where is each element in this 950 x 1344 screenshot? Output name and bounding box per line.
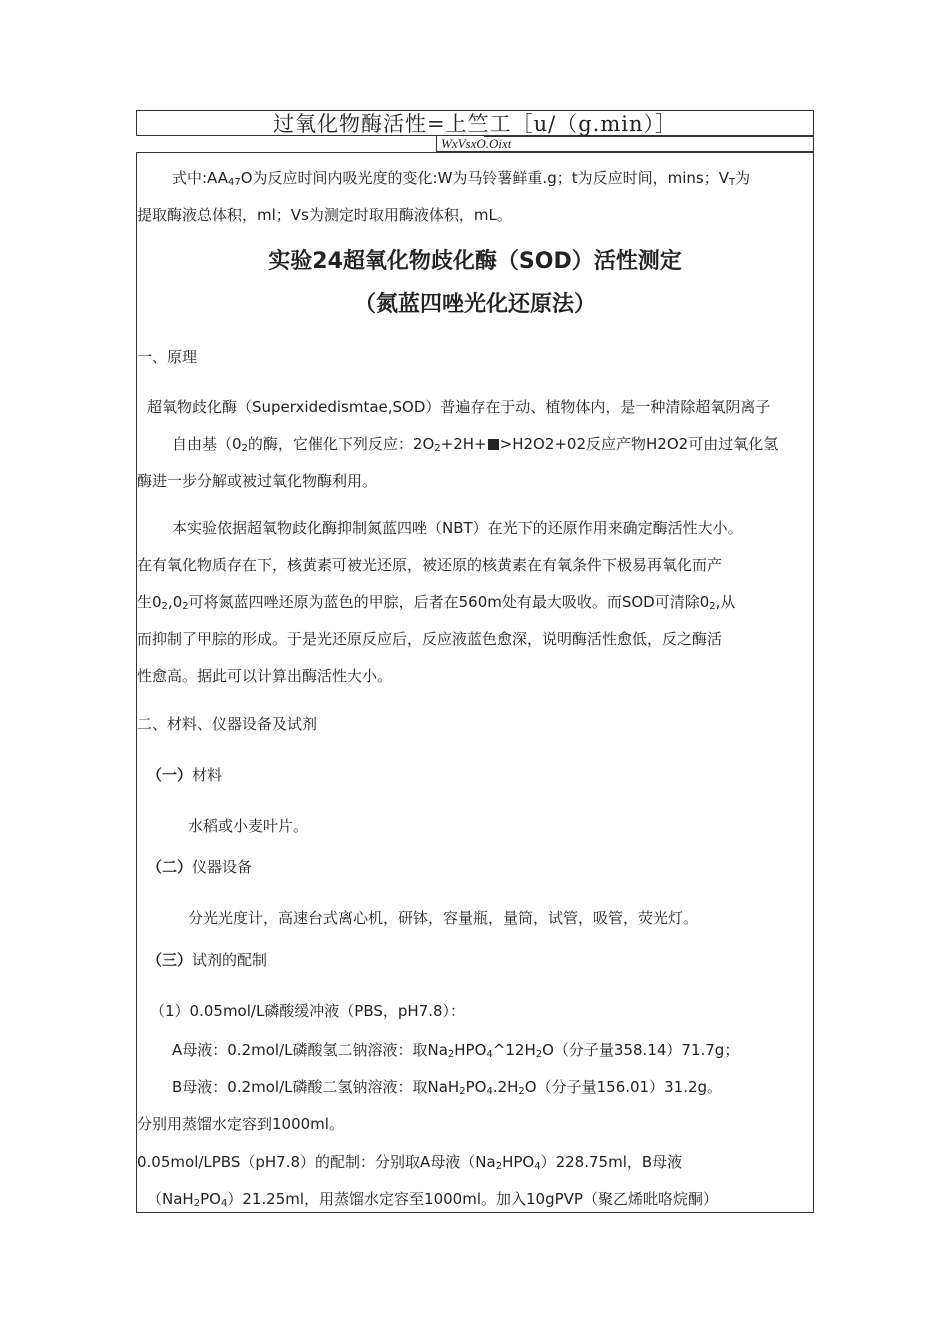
materials-text: 水稻或小麦叶片。 bbox=[188, 817, 309, 835]
reagent-stock-a: A母液：0.2mol/L磷酸氢二钠溶液：取$Na_2HPO_4\^{}12H_2O$（分子量358.14）71.7g； bbox=[172, 1041, 740, 1060]
equipment-text: 分光光度计，高速台式离心机，研钵，容量瓶，量筒，试管，吸管，荧光灯。 bbox=[188, 909, 699, 927]
reagent-dilute: 分别用蒸馏水定容到1000ml。 bbox=[137, 1115, 344, 1133]
formula-main: 过氧化物酶活性=上竺工［u/（g.min）］ bbox=[273, 112, 677, 136]
principle-p2-line-2: 在有氧化物质存在下，核黄素可被光还原，被还原的核黄素在有氧条件下极易再氧化而产 bbox=[137, 556, 723, 574]
section-heading-principle: 一、原理 bbox=[137, 348, 198, 366]
black-square-glyph bbox=[488, 439, 499, 450]
formula-box bbox=[136, 110, 814, 136]
section-heading-materials: 二、材料、仪器设备及试剂 bbox=[137, 715, 318, 733]
reagent-1: （1）0.05mol/L磷酸缓冲液（PBS，pH7.8）： bbox=[150, 1002, 466, 1020]
experiment-subtitle: （氮蓝四唑光化还原法） bbox=[353, 292, 596, 317]
principle-p1-line-3: 酶进一步分解或被过氧化物酶利用。 bbox=[137, 472, 378, 490]
subsection-reagents: （三）试剂的配制 bbox=[147, 951, 268, 969]
formula-denominator: WxVsxO.Oixt bbox=[441, 136, 512, 151]
experiment-title: 实验24超氧化物歧化酶（SOD）活性测定 bbox=[268, 249, 682, 274]
formula-denominator-box bbox=[436, 136, 814, 152]
principle-p2-line-3: 生$0_2,0_2$可将氮蓝四唑还原为蓝色的甲腙，后者在560m处有最大吸收。而SOD可清除$0_2$,从 bbox=[137, 593, 736, 612]
intro-line-2: 提取酶液总体积，ml；Vs为测定时取用酶液体积，mL。 bbox=[137, 206, 512, 224]
principle-p2-line-1: 本实验依据超氧物歧化酶抑制氮蓝四唑（NBT）在光下的还原作用来确定酶活性大小。 bbox=[172, 519, 743, 537]
reagent-mix-line-1: 0.05mol/LPBS（pH7.8）的配制：分别取A母液$(Na_2HPO_4)228.75ml$，B母液 bbox=[137, 1153, 683, 1172]
subsection-materials: （一）材料 bbox=[147, 766, 223, 784]
intro-line-1: 式中$:AA_{47}O$为反应时间内吸光度的变化:W为马铃薯鲜重.g；t为反应时间，mins；$V_T$为 bbox=[172, 169, 751, 188]
principle-p1-line-2: 自由基（$0_2$的酶，它催化下列反应：$2O_2+2H+ >H2O2+02$反应产物H2O2可由过氧化氢 bbox=[172, 435, 779, 454]
reagent-mix-line-2: $(NaH_2PO_4)21.25ml$，用蒸馏水定容至1000ml。加入10gPVP（聚乙烯吡咯烷酮） bbox=[147, 1190, 718, 1209]
subsection-equipment: （二）仪器设备 bbox=[147, 858, 253, 876]
reagent-stock-b: B母液：0.2mol/L磷酸二氢钠溶液：取$NaH_2PO_4.2H_2O$（分子量156.01）31.2g。 bbox=[172, 1078, 723, 1097]
principle-p2-line-4: 而抑制了甲腙的形成。于是光还原反应后，反应液蓝色愈深，说明酶活性愈低，反之酶活 bbox=[137, 630, 723, 648]
principle-p2-line-5: 性愈高。据此可以计算出酶活性大小。 bbox=[137, 667, 393, 685]
principle-p1-line-1: 超氧物歧化酶（Superxidedismtae,SOD）普遍存在于动、植物体内，是一种清除超氧阴离子 bbox=[147, 398, 771, 416]
